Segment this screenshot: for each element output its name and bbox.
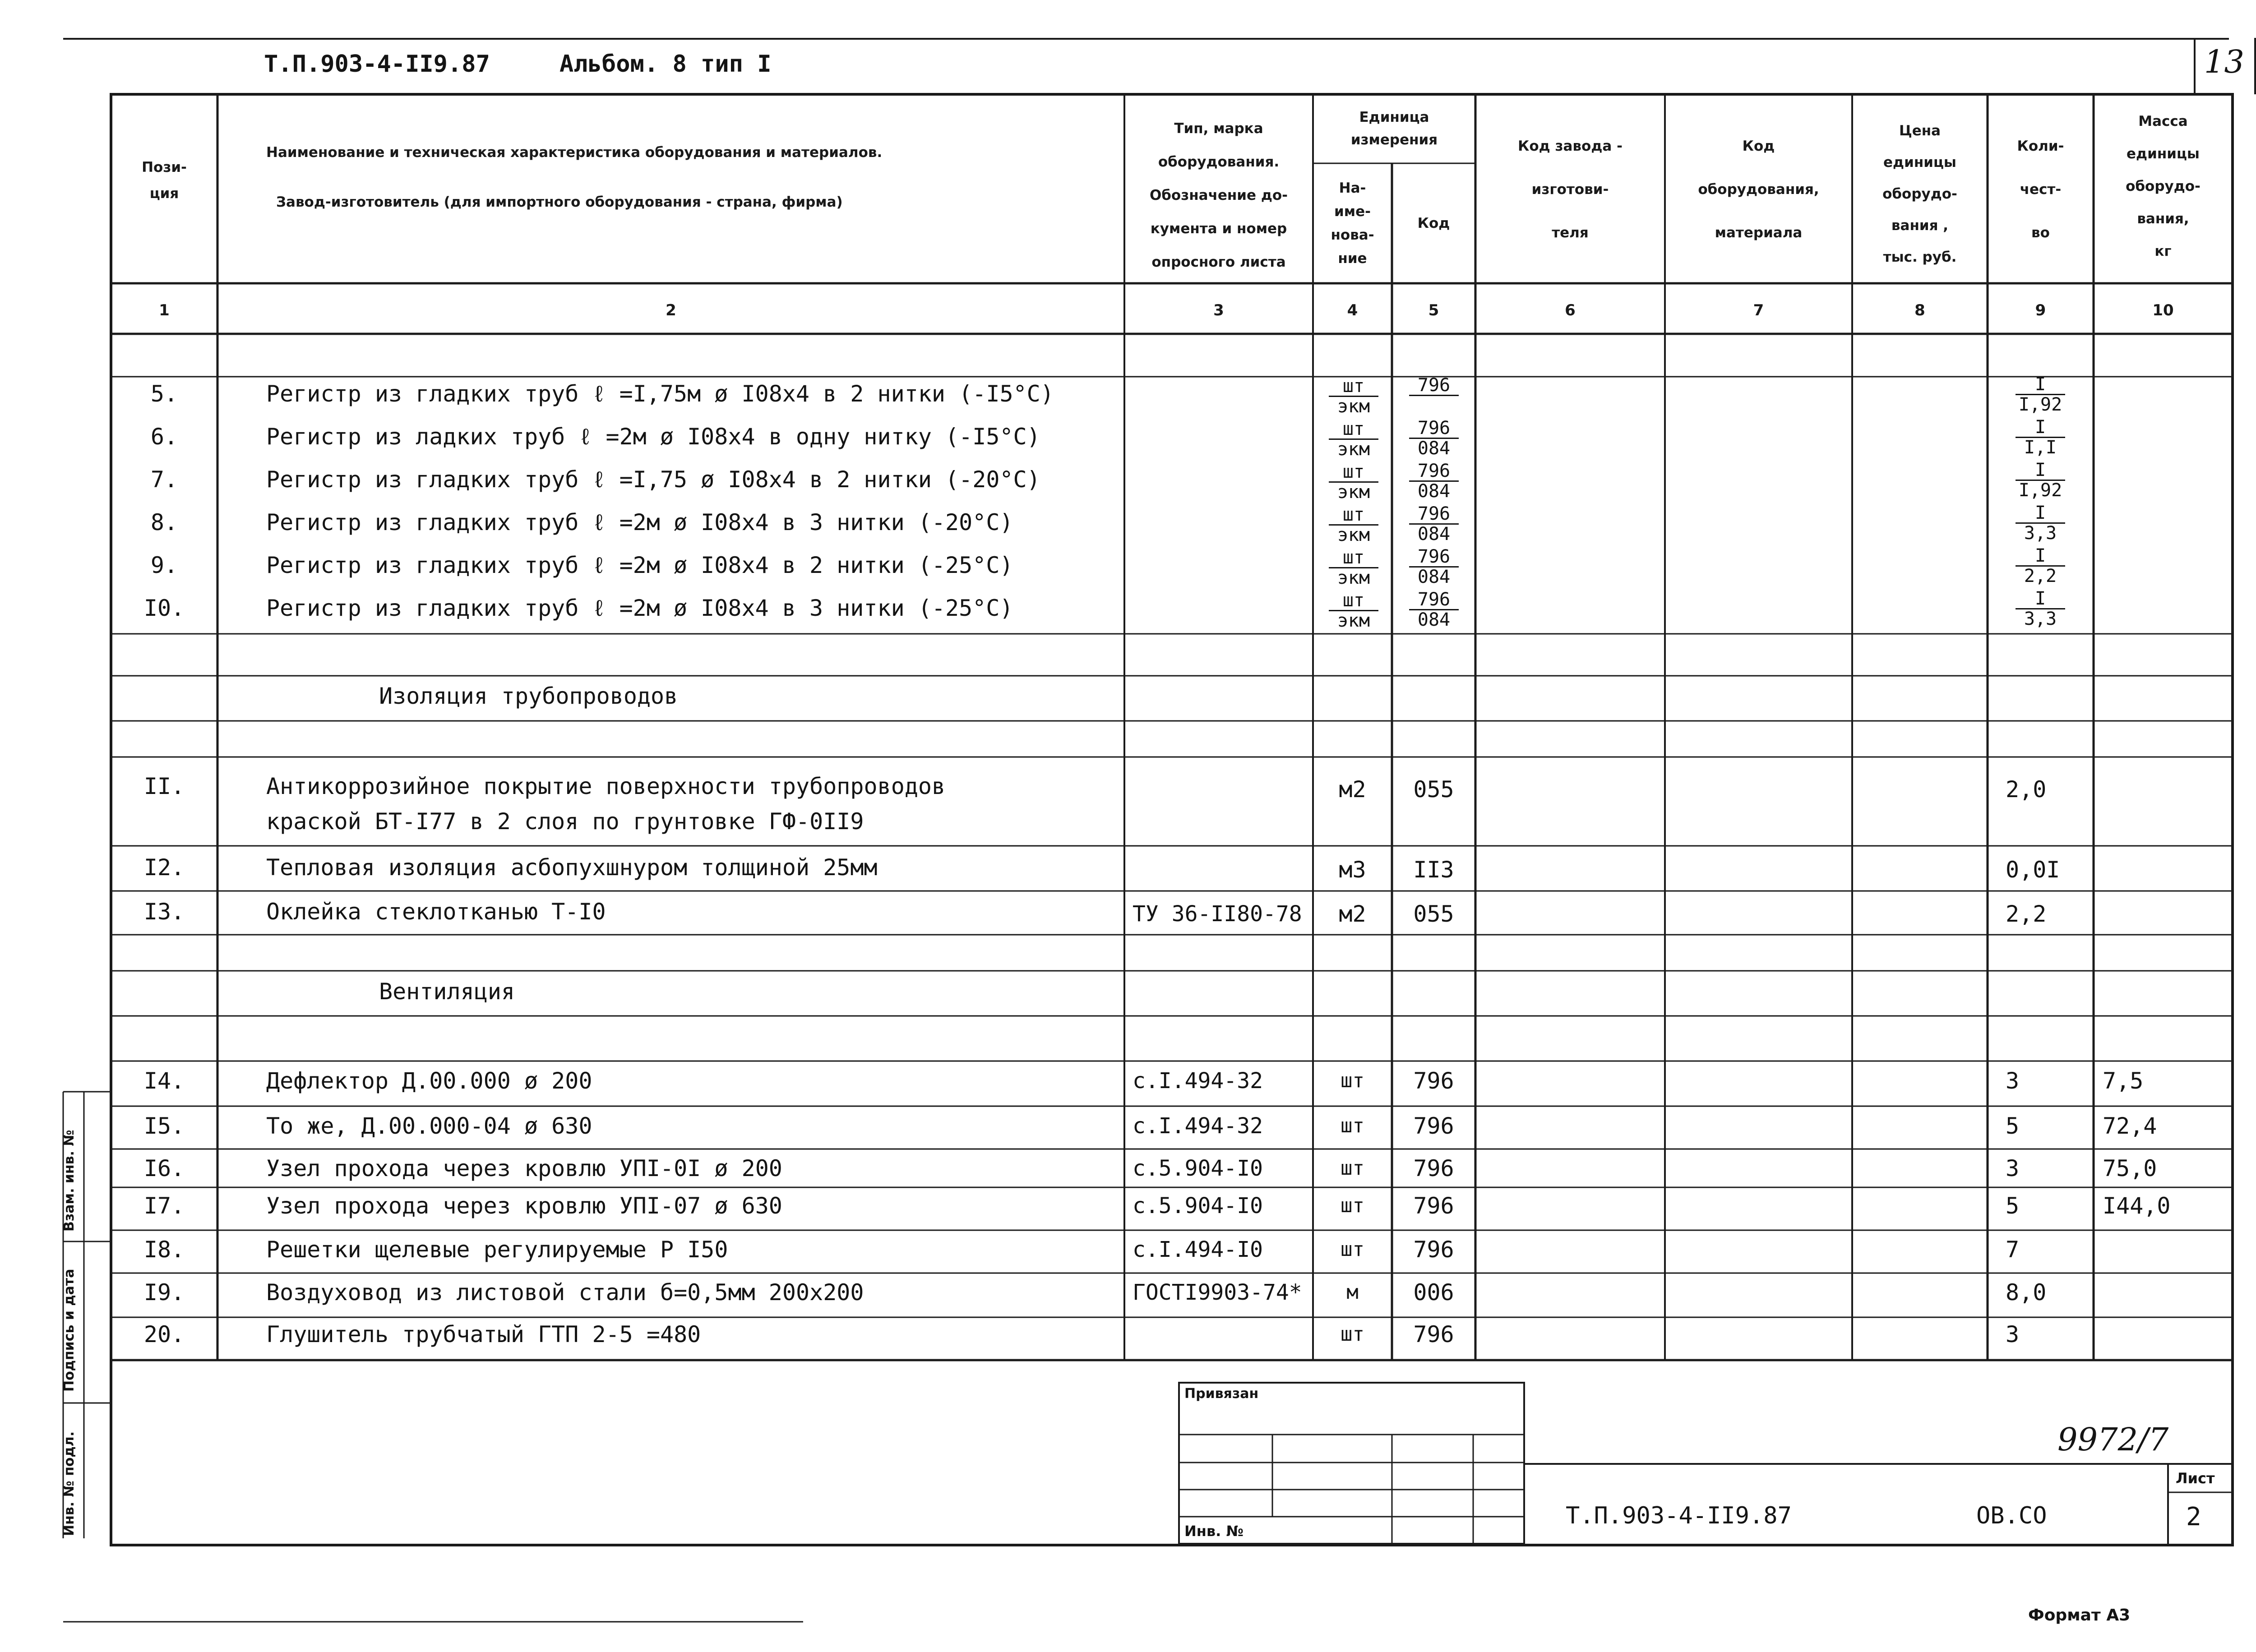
album-label: Альбом. 8 тип I [559,51,772,78]
col2-header-line1: Наименование и техническая характеристика оборудования и материалов. [266,144,883,161]
row-type: с.I.494-32 [1133,1068,1263,1094]
row-type: ГОСТI9903-74* [1133,1280,1302,1305]
row-12-qty: 0,0I [2006,857,2060,883]
row-13-type: ТУ 36-II80-78 [1133,901,1302,927]
col9-header: Коли- чест- во [2017,138,2064,241]
row-unit: шт [1341,1323,1364,1346]
row-13-qty: 2,2 [2006,901,2047,927]
row-name: Регистр из гладких труб ℓ =I,75 ø I08x4 в 2 нитки (-20°C) [266,466,1040,493]
row-code-fraction: $\frac{796}{084}$ [1409,590,1459,629]
row-11-position: II. [143,773,185,799]
row-position: I8. [143,1237,185,1263]
side-label-signature: Подпись и дата [61,1269,77,1392]
colnum-10: 10 [2152,301,2174,319]
row-position: 8. [150,509,178,535]
row-position: I6. [143,1155,185,1181]
col8-header: Цена единицы оборудо- вания , тыс. руб. [1882,123,1957,265]
col45-header: Единица измерения [1350,109,1438,148]
row-12-unit: м3 [1339,857,1366,883]
row-name: То же, Д.00.000-04 ø 630 [266,1113,592,1139]
row-unit: шт [1341,1069,1364,1092]
row-code: 796 [1413,1113,1454,1139]
row-unit-fraction: шт экм [1329,505,1378,545]
col3-header: Тип, марка оборудования. Обозначение до- кумента и номер опросного листа [1149,120,1288,270]
row-position: 5. [150,381,178,407]
row-unit: шт [1341,1157,1364,1180]
bottom-doc-code: Т.П.903-4-II9.87 [1566,1502,1792,1529]
row-name: Воздуховод из листовой стали б=0,5мм 200x200 [266,1279,864,1306]
row-mass: 7,5 [2103,1068,2144,1094]
row-name: Регистр из гладких труб ℓ =2м ø I08x4 в 3 нитки (-25°C) [266,595,1013,621]
row-unit: шт [1341,1194,1364,1217]
row-unit: м [1346,1281,1359,1304]
bottom-doc-code-2: ОВ.СО [1976,1502,2047,1529]
col5-header: Код [1417,215,1450,231]
section-insulation-title: Изоляция трубопроводов [379,683,678,709]
row-11-name-cont: краской БТ-I77 в 2 слоя по грунтовке ГФ-0II9 [266,808,864,835]
colnum-2: 2 [666,301,676,319]
row-11-name: Антикоррозийное покрытие поверхности трубопроводов [266,773,946,799]
row-qty: 3 [2006,1321,2020,1347]
row-type: с.I.494-I0 [1133,1237,1263,1262]
col7-header: Код оборудования, материала [1698,138,1819,241]
colnum-5: 5 [1428,301,1439,319]
row-position: 6. [150,424,178,450]
row-code-fraction: $\frac{796}{084}$ [1409,504,1459,544]
stamp-inv-label: Инв. № [1184,1523,1244,1540]
row-11-code: 055 [1413,776,1454,803]
row-qty-fraction: $\frac{I}{I,I}$ [2016,418,2065,457]
row-qty-fraction: $\frac{I}{I,92}$ [2016,461,2065,500]
row-position: 9. [150,552,178,578]
row-qty: 3 [2006,1155,2020,1181]
row-unit: шт [1341,1238,1364,1261]
row-position: I0. [143,595,185,621]
colnum-6: 6 [1565,301,1576,319]
row-name: Глушитель трубчатый ГТП 2-5 =480 [266,1321,701,1347]
side-label-replace: Взам. инв. № [61,1130,77,1232]
row-code: 006 [1413,1279,1454,1306]
row-12-position: I2. [143,854,185,881]
row-13-code: 055 [1413,901,1454,927]
row-qty: 3 [2006,1068,2020,1094]
row-type: с.5.904-I0 [1133,1156,1263,1181]
row-unit-fraction: шт экм [1329,377,1378,416]
col4-header: На- име- нова- ние [1331,180,1374,267]
colnum-3: 3 [1213,301,1224,319]
col2-header-line2: Завод-изготовитель (для импортного оборудования - страна, фирма) [276,194,843,210]
row-name: Регистр из гладких труб ℓ =2м ø I08x4 в 2 нитки (-25°C) [266,552,1013,578]
col6-header: Код завода - изготови- теля [1518,138,1623,241]
row-unit: шт [1341,1114,1364,1137]
row-qty-fraction: $\frac{I}{2,2}$ [2016,546,2065,586]
row-code: 796 [1413,1321,1454,1347]
row-qty-fraction: $\frac{I}{3,3}$ [2016,503,2065,543]
row-12-code: II3 [1413,857,1454,883]
row-type: с.5.904-I0 [1133,1193,1263,1218]
colnum-1: 1 [159,301,170,319]
side-label-inv-orig: Инв. № подл. [61,1431,77,1536]
format-label: Формат А3 [2028,1606,2131,1624]
row-code-fraction: $\frac{796}{084}$ [1409,547,1459,586]
row-name: Регистр из гладких труб ℓ =2м ø I08x4 в 3 нитки (-20°C) [266,509,1013,535]
row-unit-fraction: шт экм [1329,420,1378,459]
section-ventilation-title: Вентиляция [379,978,515,1005]
sheet-label: Лист [2176,1470,2215,1487]
row-code-fraction: $\frac{796}{084}$ [1409,419,1459,458]
inventory-number: 9972/7 [2057,1421,2169,1458]
row-position: 7. [150,466,178,493]
row-name: Узел прохода через кровлю УПI-0I ø 200 [266,1155,782,1181]
row-code-fraction: 796 [1409,376,1459,396]
colnum-7: 7 [1753,301,1764,319]
colnum-8: 8 [1914,301,1925,319]
page-corner-number: 13 [2204,43,2245,80]
row-qty: 5 [2006,1113,2020,1139]
colnum-4: 4 [1347,301,1358,319]
colnum-9: 9 [2035,301,2046,319]
row-name: Решетки щелевые регулируемые Р I50 [266,1237,728,1263]
row-name: Дефлектор Д.00.000 ø 200 [266,1068,592,1094]
row-code: 796 [1413,1237,1454,1263]
row-position: 20. [143,1321,185,1347]
row-qty: 7 [2006,1237,2020,1263]
stamp-bound-label: Привязан [1184,1386,1259,1402]
row-11-unit: м2 [1339,776,1366,803]
row-13-name: Оклейка стеклотканью Т-I0 [266,899,606,925]
col1-header: Пози- ция [142,159,187,202]
row-unit-fraction: шт экм [1329,462,1378,502]
row-type: с.I.494-32 [1133,1113,1263,1139]
row-qty: 8,0 [2006,1279,2047,1306]
row-name: Регистр из гладких труб ℓ =I,75м ø I08x4 в 2 нитки (-I5°C) [266,381,1054,407]
row-12-name: Тепловая изоляция асбопухшнуром толщиной 25мм [266,854,878,881]
row-qty: 5 [2006,1193,2020,1219]
row-code: 796 [1413,1155,1454,1181]
col10-header: Масса единицы оборудо- вания, кг [2126,113,2201,259]
row-mass: I44,0 [2103,1193,2171,1219]
sheet-number: 2 [2186,1502,2201,1532]
row-11-qty: 2,0 [2006,776,2047,803]
row-qty-fraction: $\frac{I}{3,3}$ [2016,589,2065,628]
row-mass: 72,4 [2103,1113,2157,1139]
row-position: I5. [143,1113,185,1139]
row-position: I4. [143,1068,185,1094]
row-position: I7. [143,1193,185,1219]
row-position: I9. [143,1279,185,1306]
row-code: 796 [1413,1068,1454,1094]
top-doc-code: Т.П.903-4-II9.87 [264,51,490,78]
row-qty-fraction: $\frac{I}{I,92}$ [2016,375,2065,414]
row-unit-fraction: шт экм [1329,591,1378,630]
row-13-position: I3. [143,899,185,925]
row-code: 796 [1413,1193,1454,1219]
row-name: Узел прохода через кровлю УПI-07 ø 630 [266,1193,782,1219]
row-13-unit: м2 [1339,901,1366,927]
row-name: Регистр из ладких труб ℓ =2м ø I08x4 в одну нитку (-I5°C) [266,424,1040,450]
row-mass: 75,0 [2103,1155,2157,1181]
row-code-fraction: $\frac{796}{084}$ [1409,461,1459,501]
row-unit-fraction: шт экм [1329,548,1378,587]
